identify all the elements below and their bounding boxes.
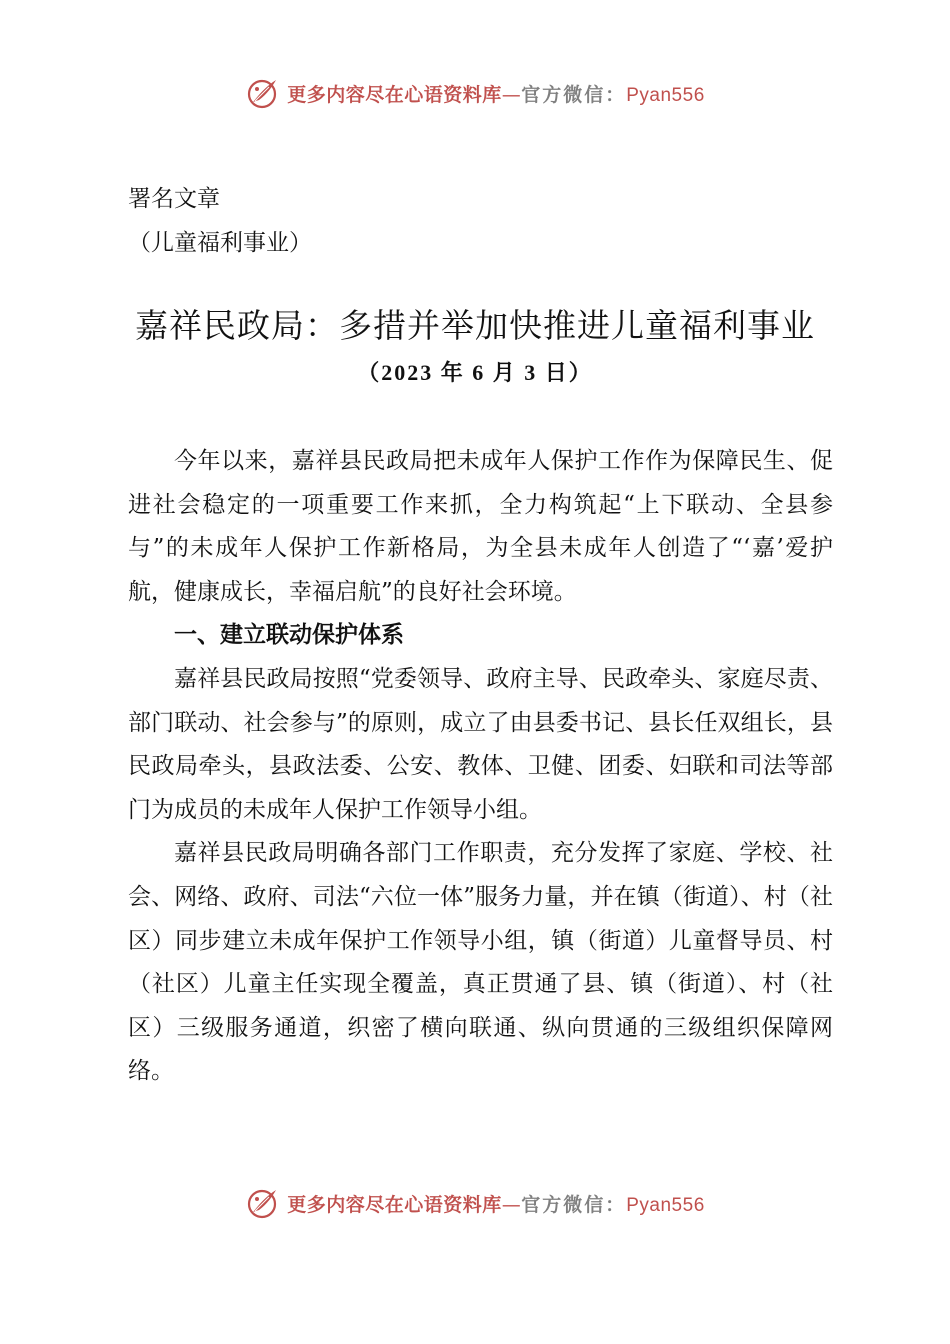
banner-text xyxy=(287,1190,705,1217)
quill-logo-icon xyxy=(245,1185,281,1221)
banner-main-text: 更多内容尽在心语资料库 xyxy=(287,1193,502,1216)
doc-subcategory: （儿童福利事业） xyxy=(128,230,312,256)
banner-wechat-label: 官方微信： xyxy=(521,83,627,106)
header-banner xyxy=(0,73,950,113)
paragraph-3: 嘉祥县民政局明确各部门工作职责，充分发挥了家庭、学校、社会、网络、政府、司法“六位一体”服务力量，并在镇（街道）、村（社区）同步建立未成年保护工作领导小组，镇（街道）儿童督导员、村（社区）儿童主任实现全覆盖，真正贯通了县、镇（街道）、村（社区）三级服务通道，织密了横向联通、纵向贯通的三级组织保障网络。 xyxy=(128,840,833,1085)
banner-account: Pyan556 xyxy=(626,84,705,106)
footer-banner xyxy=(0,1183,950,1223)
doc-title: 嘉祥民政局：多措并举加快推进儿童福利事业 xyxy=(135,306,815,345)
banner-dash: — xyxy=(501,83,522,106)
quill-logo-icon xyxy=(245,75,281,111)
banner-text xyxy=(287,80,705,107)
doc-body xyxy=(128,440,833,1094)
doc-category: 署名文章 xyxy=(128,186,220,212)
banner-dash: — xyxy=(501,1193,522,1216)
banner-account: Pyan556 xyxy=(626,1194,705,1216)
banner-wechat-label: 官方微信： xyxy=(521,1193,627,1216)
paragraph-1: 今年以来，嘉祥县民政局把未成年人保护工作作为保障民生、促进社会稳定的一项重要工作来抓，全力构筑起“上下联动、全县参与”的未成年人保护工作新格局，为全县未成年人创造了“‘嘉’爱护航，健康成长，幸福启航”的良好社会环境。 xyxy=(128,448,833,605)
doc-date: （2023 年 6 月 3 日） xyxy=(357,360,593,385)
banner-main-text: 更多内容尽在心语资料库 xyxy=(287,83,502,106)
paragraph-2: 嘉祥县民政局按照“党委领导、政府主导、民政牵头、家庭尽责、部门联动、社会参与”的原则，成立了由县委书记、县长任双组长，县民政局牵头，县政法委、公安、教体、卫健、团委、妇联和司法等部门为成员的未成年人保护工作领导小组。 xyxy=(128,665,833,823)
section-heading-1: 一、建立联动保护体系 xyxy=(174,622,404,649)
